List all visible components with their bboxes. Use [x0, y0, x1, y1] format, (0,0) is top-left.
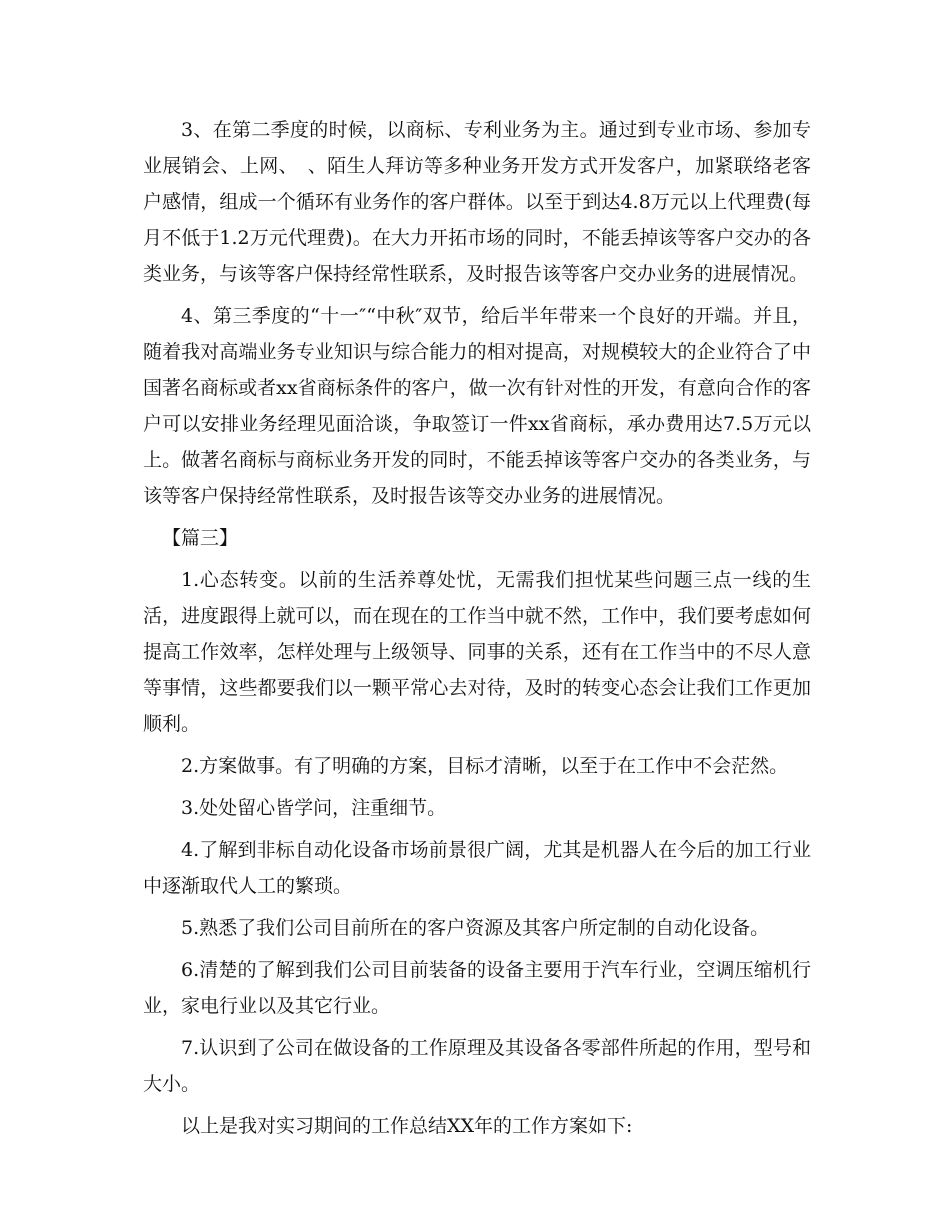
section-heading: 【篇三】	[162, 527, 239, 549]
list-item-market: 4.了解到非标自动化设备市场前景很广阔，尤其是机器人在今后的加工行业中逐渐取代人工的繁琐。	[143, 839, 811, 897]
closing-line: 以上是我对实习期间的工作总结XX年的工作方案如下:	[181, 1115, 633, 1137]
paragraph-q3-plan: 4、第三季度的“十一″“中秋″双节，给后半年带来一个良好的开端。并且，随着我对高端业务专业知识与综合能力的相对提高，对规模较大的企业符合了中国著名商标或者xx省商标条件的客户，做一次有针对性的开发，有意向合作的客户可以安排业务经理见面洽谈，争取签订一件xx省商标，承办费用达7.5万元以上。做著名商标与商标业务开发的同时，不能丢掉该等客户交办的各类业务，与该等客户保持经常性联系，及时报告该等交办业务的进展情况。	[143, 305, 811, 507]
list-item-mindset: 1.心态转变。以前的生活养尊处忧，无需我们担忧某些问题三点一线的生活，进度跟得上就可以，而在现在的工作当中就不然，工作中，我们要考虑如何提高工作效率，怎样处理与上级领导、同事的关系，还有在工作当中的不尽人意等事情，这些都要我们以一颗平常心去对待，及时的转变心态会让我们工作更加顺利。	[143, 569, 811, 735]
list-item-customers: 5.熟悉了我们公司目前所在的客户资源及其客户所定制的自动化设备。	[181, 917, 770, 939]
list-item-plan: 2.方案做事。有了明确的方案，目标才清晰，以至于在工作中不会茫然。	[181, 755, 789, 777]
document-body	[143, 112, 811, 1150]
paragraph-q2-plan: 3、在第二季度的时候，以商标、专利业务为主。通过到专业市场、参加专业展销会、上网、 、陌生人拜访等多种业务开发方式开发客户，加紧联络老客户感情，组成一个循环有业务作的客户群体。以至于到达4.8万元以上代理费(每月不低于1.2万元代理费)。在大力开拓市场的同时，不能丢掉该等客户交办的各类业务，与该等客户保持经常性联系，及时报告该等客户交办业务的进展情况。	[143, 119, 811, 285]
list-item-equipment: 7.认识到了公司在做设备的工作原理及其设备各零部件所起的作用，型号和大小。	[143, 1037, 811, 1095]
list-item-industries: 6.清楚的了解到我们公司目前装备的设备主要用于汽车行业，空调压缩机行业，家电行业以及其它行业。	[143, 959, 811, 1017]
list-item-details: 3.处处留心皆学问，注重细节。	[181, 797, 447, 819]
